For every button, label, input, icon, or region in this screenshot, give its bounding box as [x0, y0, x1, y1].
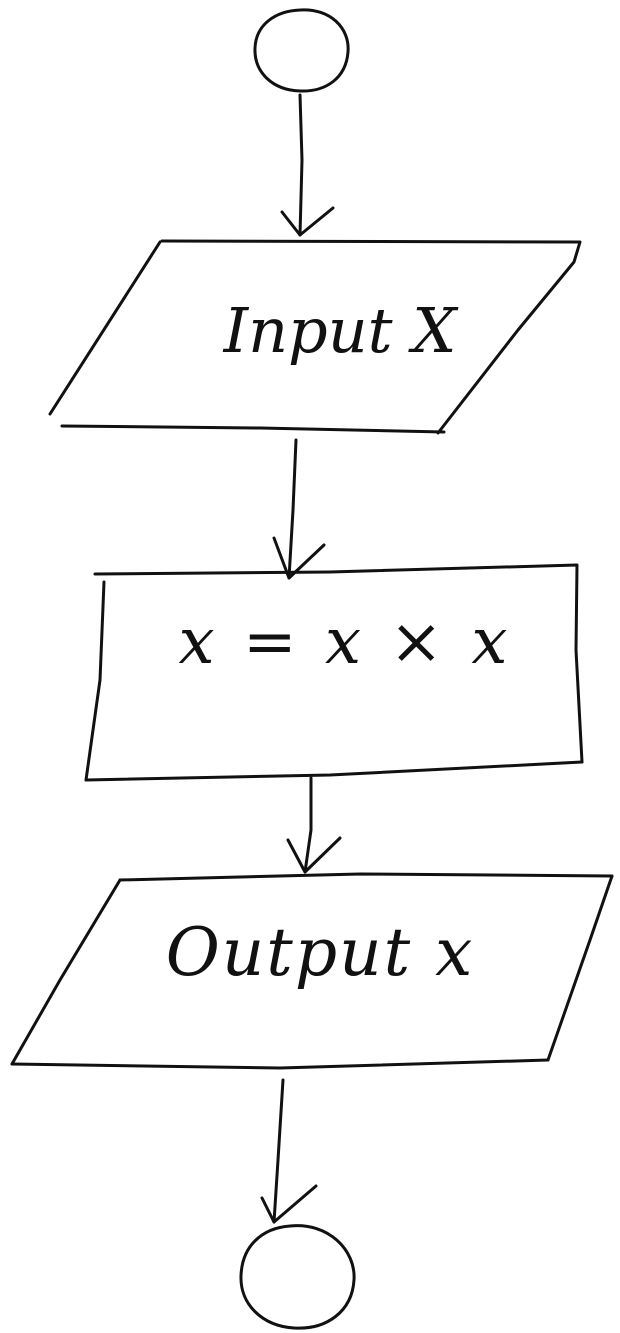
- output-parallelogram-left: [12, 880, 120, 1064]
- output-parallelogram-right: [548, 876, 612, 1060]
- input-parallelogram-bottom: [62, 426, 444, 432]
- process-rectangle-bottom: [86, 762, 582, 780]
- arrow-output-to-end: [274, 1080, 283, 1222]
- arrowhead-output-to-end: [262, 1186, 316, 1222]
- process-label: x = x × x: [178, 605, 512, 679]
- arrow-start-to-input: [300, 95, 302, 235]
- output-label: Output x: [165, 914, 475, 991]
- arrowhead-process-to-output: [288, 838, 340, 872]
- input-label: Input X: [223, 294, 457, 367]
- arrow-process-to-output: [305, 778, 311, 872]
- output-parallelogram-bottom: [12, 1060, 548, 1068]
- arrowhead-start-to-input: [282, 208, 333, 235]
- output-parallelogram-top: [120, 874, 612, 880]
- start-terminator: [255, 10, 348, 91]
- process-rectangle-left: [86, 582, 104, 780]
- input-parallelogram-left: [50, 242, 160, 414]
- arrow-input-to-process: [289, 440, 296, 578]
- end-terminator: [241, 1226, 354, 1329]
